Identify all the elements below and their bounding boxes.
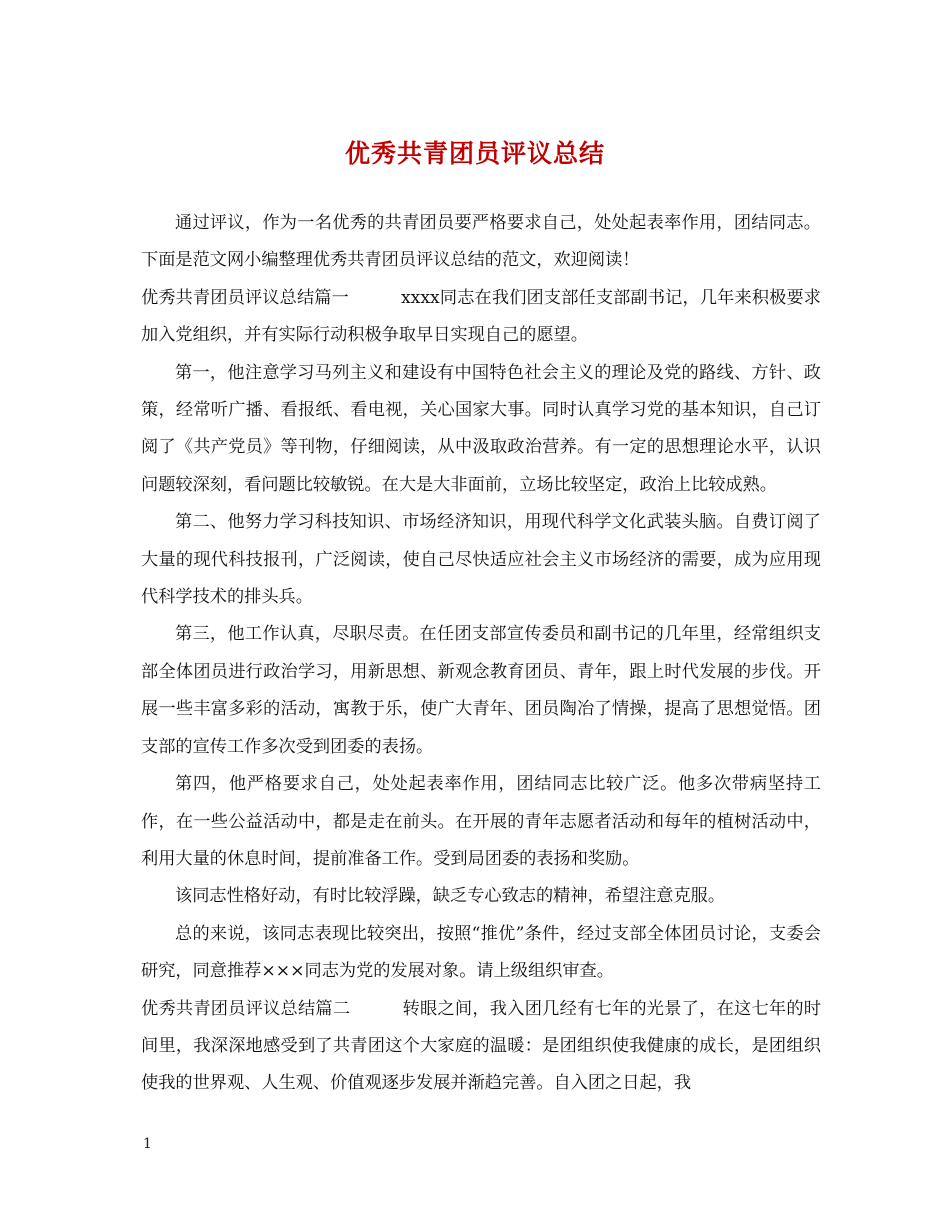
section-two-heading: 优秀共青团员评议总结篇二 — [141, 998, 351, 1019]
shortcoming-paragraph: 该同志性格好动，有时比较浮躁，缺乏专心致志的精神，希望注意克服。 — [175, 886, 726, 907]
section-one-paragraph — [141, 280, 821, 355]
point-three-paragraph: 第三，他工作认真，尽职尽责。在任团支部宣传委员和副书记的几年里，经常组织支部全体团员进行政治学习，用新思想、新观念教育团员、青年，跟上时代发展的步伐。开展一些丰富多彩的活动，寓教于乐，使广大青年、团员陶冶了情操，提高了思想觉悟。团支部的宣传工作多次受到团委的表扬。 — [141, 624, 821, 757]
point-four-paragraph: 第四，他严格要求自己，处处起表率作用，团结同志比较广泛。他多次带病坚持工作，在一些公益活动中，都是走在前头。在开展的青年志愿者活动和每年的植树活动中，利用大量的休息时间，提前准备工作。受到局团委的表扬和奖励。 — [141, 774, 821, 869]
point-one-paragraph: 第一，他注意学习马列主义和建设有中国特色社会主义的理论及党的路线、方针、政策，经常听广播、看报纸、看电视，关心国家大事。同时认真学习党的基本知识，自己订阅了《共产党员》等刊物，仔细阅读，从中汲取政治营养。有一定的思想理论水平，认识问题较深刻，看问题比较敏锐。在大是大非面前，立场比较坚定，政治上比较成熟。 — [141, 362, 821, 495]
document-title: 优秀共青团员评议总结 — [344, 139, 605, 168]
intro-paragraph: 通过评议，作为一名优秀的共青团员要严格要求自己，处处起表率作用，团结同志。下面是范文网小编整理优秀共青团员评议总结的范文，欢迎阅读！ — [141, 213, 821, 271]
section-two-text: 转眼之间，我入团几经有七年的光景了，在这七年的时间里，我深深地感受到了共青团这个大家庭的温暖：是团组织使我健康的成长，是团组织使我的世界观、人生观、价值观逐步发展并渐趋完善。自入团之日起，我 — [141, 998, 821, 1094]
section-one-heading: 优秀共青团员评议总结篇一 — [141, 287, 349, 308]
page-number: 1 — [143, 1136, 152, 1152]
conclusion-paragraph: 总的来说，该同志表现比较突出，按照“推优”条件，经过支部全体团员讨论，支委会研究，同意推荐×××同志为党的发展对象。请上级组织审查。 — [141, 923, 821, 982]
section-one-text: xxxx同志在我们团支部任支部副书记，几年来积极要求加入党组织，并有实际行动积极争取早日实现自己的愿望。 — [141, 287, 821, 346]
document-body — [141, 205, 821, 1103]
section-two-paragraph — [141, 991, 821, 1103]
point-two-paragraph: 第二、他努力学习科技知识、市场经济知识，用现代科学文化武装头脑。自费订阅了大量的现代科技报刊，广泛阅读，使自己尽快适应社会主义市场经济的需要，成为应用现代科学技术的排头兵。 — [141, 512, 821, 608]
